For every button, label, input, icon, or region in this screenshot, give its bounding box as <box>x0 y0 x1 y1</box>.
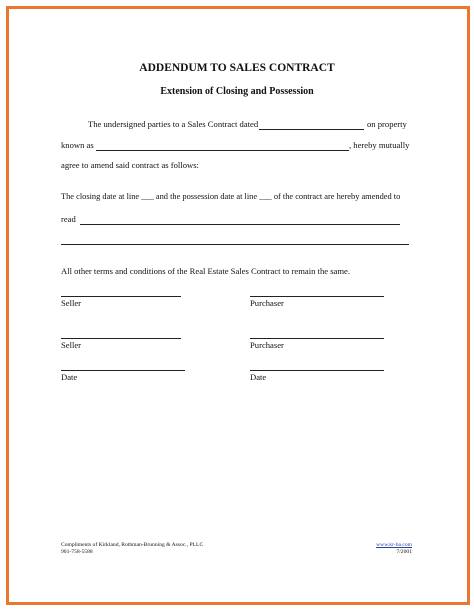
seller-signature-line-2[interactable] <box>61 338 181 339</box>
date-label-1: Date <box>61 372 78 382</box>
seller-signature-line-1[interactable] <box>61 296 181 297</box>
footer-compliments: Compliments of Kirkland, Rothman-Brunning & Assoc., PLLC <box>61 542 204 548</box>
purchaser-label-1: Purchaser <box>250 298 284 308</box>
para2-line1: The closing date at line ___ and the possession date at line ___ of the contract are hereby amended to <box>61 192 401 201</box>
property-address-blank[interactable] <box>96 150 349 151</box>
document-subtitle: Extension of Closing and Possession <box>160 86 314 97</box>
para3: All other terms and conditions of the Real Estate Sales Contract to remain the same. <box>61 266 351 276</box>
date-line-1[interactable] <box>61 370 185 371</box>
footer-website-link[interactable]: www.kr-ba.com <box>376 542 412 548</box>
para1-line3: agree to amend said contract as follows: <box>61 160 199 170</box>
amendment-blank-2[interactable] <box>61 244 409 245</box>
date-line-2[interactable] <box>250 370 384 371</box>
seller-label-2: Seller <box>61 340 82 350</box>
para1-line2-end: , hereby mutually <box>349 140 410 150</box>
para2-line2-start: read <box>61 214 76 224</box>
purchaser-signature-line-1[interactable] <box>250 296 384 297</box>
contract-date-blank[interactable] <box>259 129 364 130</box>
para1-line1-end: on property <box>367 119 407 129</box>
para1-line1-start: The undersigned parties to a Sales Contract dated <box>88 119 259 129</box>
seller-label-1: Seller <box>61 298 82 308</box>
document-title: ADDENDUM TO SALES CONTRACT <box>139 62 335 74</box>
amendment-blank-1[interactable] <box>80 224 400 225</box>
purchaser-label-2: Purchaser <box>250 340 284 350</box>
footer-form-date: 7/2001 <box>396 549 412 555</box>
para1-line2-start: known as <box>61 140 94 150</box>
date-label-2: Date <box>250 372 267 382</box>
purchaser-signature-line-2[interactable] <box>250 338 384 339</box>
footer-phone: 901-758-5588 <box>61 549 93 555</box>
